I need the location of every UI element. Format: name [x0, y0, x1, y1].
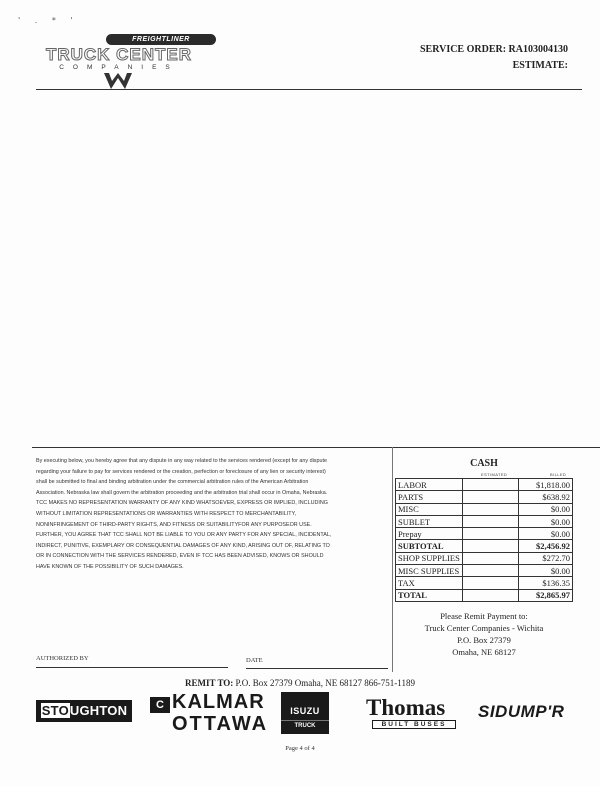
row-billed: $2,456.92 [519, 540, 573, 552]
table-row [396, 528, 573, 540]
arbitration-disclaimer: By executing below, you hereby agree that any dispute in any way related to the services rendered (except for any dispute regarding your failure to pay for services rendered or the creation, perfection or foreclosure of any lien or security interest) shall be submitted to final and binding arbitration under the commercial arbitration rules of the American Arbitration Association. Nebraska law shall govern the arbitration proceeding and the arbitration trial shall occur in Omaha, Nebraska. TCC MAKES NO REPRESENTATION WARRANTY OF ANY KIND WHATSOEVER, EXPRESS OR IMPLIED, INCLUDING WITHOUT LIMITATION REPRESENTATIONS OR WARRANTIES WITH RESPECT TO MERCHANTABILITY, NONINFRINGEMENT OF THIRD-PARTY RIGHTS, AND FITNESS OR SUITABILITYFOR ANY PURPOSEOR USE. FURTHER, YOU AGREE THAT TCC SHALL NOT BE LIABLE TO YOU OR ANY PARTY FOR ANY SPECIAL, INCIDENTAL, INDIRECT, PUNITIVE, EXEMPLARY OR CONSEQUENTIAL DAMAGES OF ANY KIND, ARISING OUT OF, RELATING TO OR IN CONNECTION WITH THE SERVICES RENDERED, EVEN IF TCC HAS BEEN ADVISED, KNOWS OR SHOULD HAVE KNOWN OF THE POSSIBILITY OF SUCH DAMAGES. [36, 458, 332, 570]
logo-sub: COMPANIES [59, 64, 179, 71]
row-estimated [463, 540, 519, 552]
row-estimated [463, 503, 519, 515]
remit-to-address: P.O. Box 27379 Omaha, NE 68127 866-751-1189 [235, 678, 415, 688]
table-row [396, 503, 573, 515]
estimate-label: ESTIMATE: [512, 60, 568, 71]
row-billed: $1,818.00 [519, 479, 573, 491]
table-row [396, 565, 573, 577]
row-billed: $0.00 [519, 565, 573, 577]
row-label: SUBTOTAL [396, 540, 463, 552]
isuzu-sub: TRUCK [281, 720, 329, 729]
cash-title: CASH [470, 458, 498, 469]
authorized-by-label: AUTHORIZED BY [36, 655, 89, 662]
row-label: TAX [396, 577, 463, 589]
table-row [396, 577, 573, 589]
western-star-icon [103, 72, 133, 90]
truck-center-logo [44, 34, 194, 90]
row-estimated [463, 515, 519, 527]
thomas-logo: Thomas [366, 695, 446, 720]
row-estimated [463, 589, 519, 601]
row-estimated [463, 528, 519, 540]
cash-table [395, 478, 573, 602]
remit-line: Truck Center Companies - Wichita [424, 623, 544, 633]
stoughton-logo [36, 700, 132, 722]
row-billed: $0.00 [519, 503, 573, 515]
stoughton-text: UGHTON [69, 703, 128, 718]
thomas-sub: BUILT BUSES [372, 720, 456, 729]
table-row [396, 540, 573, 552]
isuzu-text: ISUZU [290, 706, 320, 716]
row-billed: $0.00 [519, 515, 573, 527]
row-estimated [463, 565, 519, 577]
logo-name: TRUCK CENTER [45, 45, 193, 64]
stoughton-mark: STO [41, 703, 69, 718]
isuzu-logo [281, 692, 329, 734]
row-estimated [463, 479, 519, 491]
row-label: PARTS [396, 491, 463, 503]
service-order-number: SERVICE ORDER: RA103004130 [420, 44, 568, 55]
date-line [246, 668, 388, 669]
remit-to-label: REMIT TO: [185, 678, 234, 688]
remit-payment-block [395, 610, 573, 658]
scan-marks: ' . * ' [18, 16, 79, 25]
row-label: MISC [396, 503, 463, 515]
remit-to [0, 678, 600, 688]
row-label: MISC SUPPLIES [396, 565, 463, 577]
row-billed: $136.35 [519, 577, 573, 589]
page-number: Page 4 of 4 [285, 745, 315, 752]
remit-line: Omaha, NE 68127 [452, 647, 516, 657]
remit-line: P.O. Box 27379 [457, 635, 511, 645]
col-estimated-header: ESTIMATED [481, 472, 508, 477]
row-label: TOTAL [396, 589, 463, 601]
row-label: Prepay [396, 528, 463, 540]
date-label: DATE [246, 657, 263, 664]
table-row [396, 491, 573, 503]
vertical-divider [392, 447, 393, 672]
row-estimated [463, 577, 519, 589]
row-billed: $2,865.97 [519, 589, 573, 601]
col-billed-header: BILLED [550, 472, 567, 477]
kalmar-logo: KALMAR [172, 691, 265, 713]
ottawa-logo: OTTAWA [172, 713, 269, 735]
row-label: SHOP SUPPLIES [396, 552, 463, 564]
row-label: SUBLET [396, 515, 463, 527]
row-estimated [463, 491, 519, 503]
remit-line: Please Remit Payment to: [440, 611, 528, 621]
table-row [396, 479, 573, 491]
table-row [396, 515, 573, 527]
kalmar-icon: C [150, 697, 170, 713]
row-label: LABOR [396, 479, 463, 491]
row-billed: $638.92 [519, 491, 573, 503]
authorized-by-line [36, 667, 228, 668]
row-billed: $272.70 [519, 552, 573, 564]
row-estimated [463, 552, 519, 564]
freightliner-badge: FREIGHTLINER [106, 34, 216, 45]
table-row [396, 589, 573, 601]
header-divider [36, 89, 582, 90]
dumpr-logo: SIDUMP'R [478, 702, 565, 721]
section-divider [32, 447, 600, 448]
table-row [396, 552, 573, 564]
row-billed: $0.00 [519, 528, 573, 540]
